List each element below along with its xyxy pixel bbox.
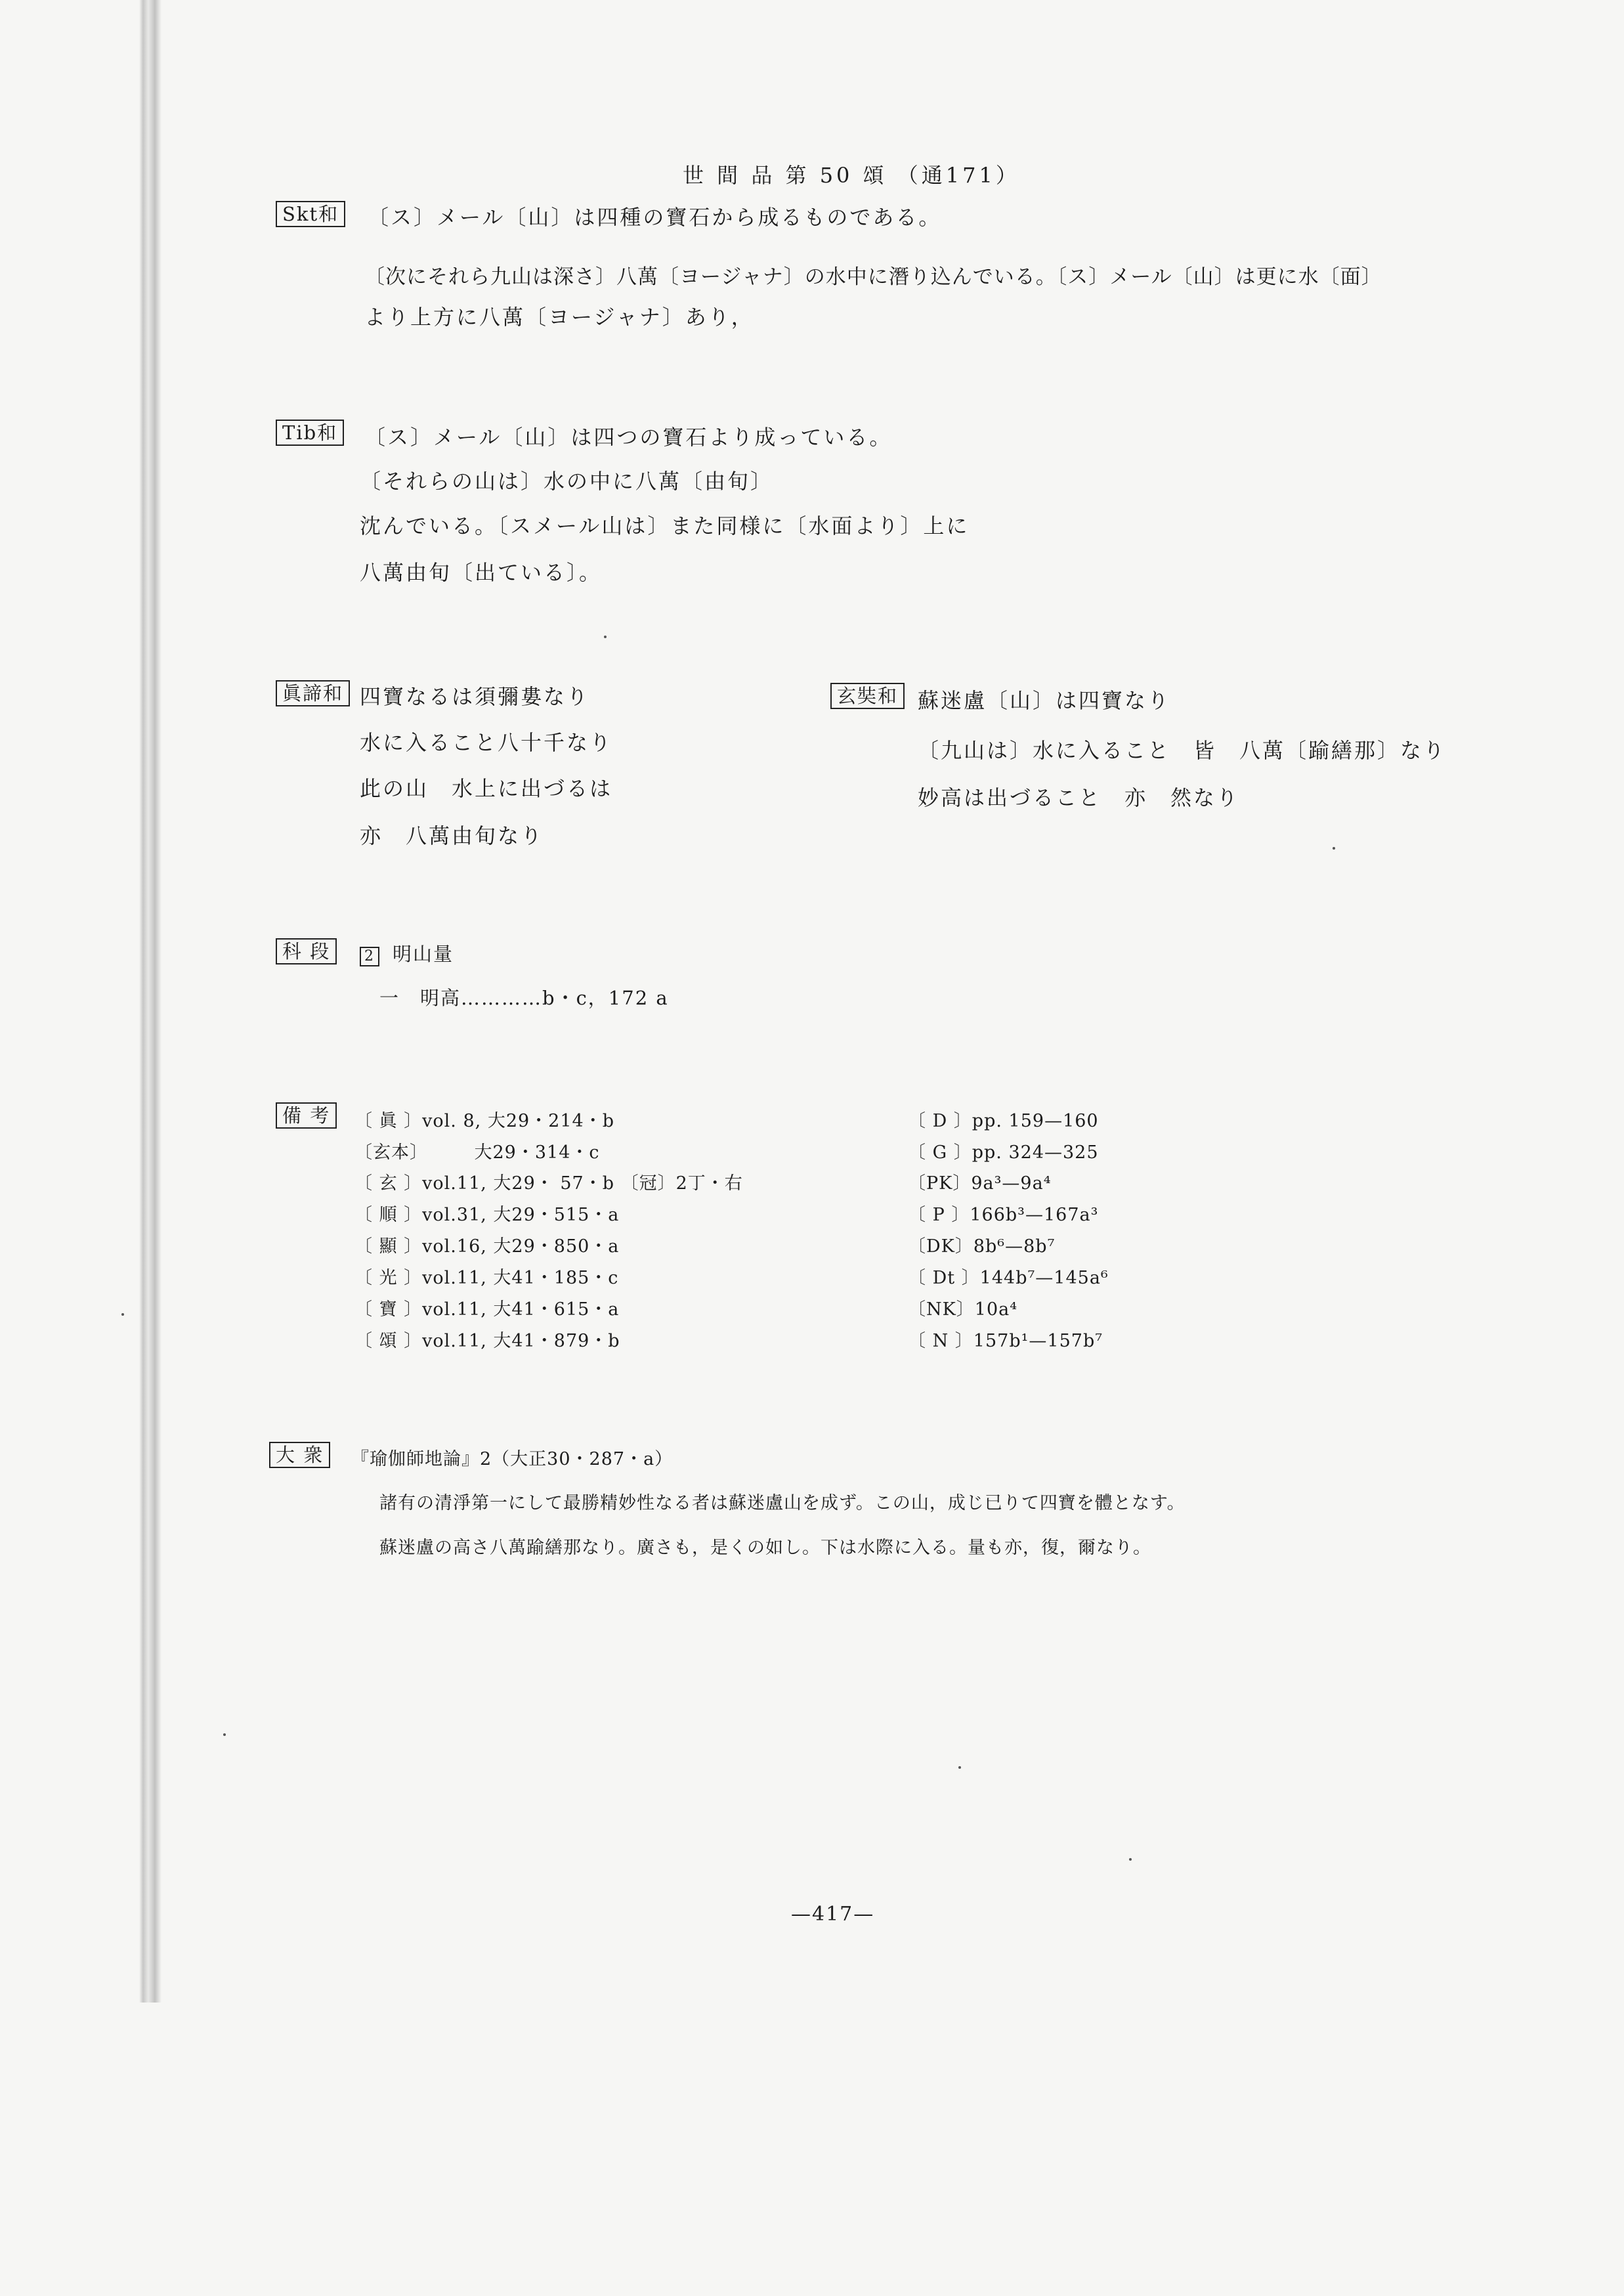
- xuanzang-line-1: 蘇迷盧〔山〕は四寶なり: [918, 688, 1171, 713]
- tib-line-4: 八萬由旬〔出ている〕。: [360, 560, 603, 585]
- bikou-right-6: 〔 Dt 〕144b⁷—145a⁶: [908, 1268, 1109, 1288]
- taisho-source: 『瑜伽師地論』2（大正30・287・a）: [351, 1449, 673, 1469]
- taisho-line-2: 蘇迷盧の高さ八萬踰繕那なり。廣さも，是くの如し。下は水際に入る。量も亦，復，爾なり。: [379, 1538, 1151, 1558]
- xuanzang-label-box: [830, 683, 905, 709]
- scan-speck: [1129, 1858, 1132, 1861]
- scan-speck: [604, 636, 607, 638]
- bikou-left-4: 〔 順 〕vol.31, 大29・515・a: [354, 1205, 620, 1225]
- bikou-left-2: 〔玄本〕 大29・314・c: [354, 1142, 600, 1163]
- xuanzang-line-2: 〔九山は〕水に入ること 皆 八萬〔踰繕那〕なり: [918, 738, 1447, 763]
- page-title: 世 間 品 第 50 頌 （通171）: [683, 163, 1020, 188]
- tib-label: Tib和: [276, 420, 344, 446]
- zhen-line-2: 水に入ること八十千なり: [360, 730, 613, 755]
- bikou-left-6: 〔 光 〕vol.11, 大41・185・c: [354, 1268, 619, 1288]
- taisho-label-box: [269, 1442, 330, 1468]
- page-number: —417—: [791, 1903, 875, 1926]
- kedan-heading: 明山量: [393, 943, 454, 965]
- skt-label: Skt和: [276, 201, 345, 227]
- skt-label-box: [276, 201, 345, 227]
- bikou-left-8: 〔 頌 〕vol.11, 大41・879・b: [354, 1331, 620, 1351]
- bikou-label: 備 考: [276, 1102, 337, 1129]
- bikou-right-8: 〔 N 〕157b¹—157b⁷: [908, 1331, 1103, 1351]
- bikou-right-1: 〔 D 〕pp. 159—160: [908, 1111, 1099, 1131]
- taisho-line-1: 諸有の清淨第一にして最勝精妙性なる者は蘇迷盧山を成ず。この山，成じ已りて四寶を體となす。: [379, 1493, 1186, 1513]
- skt-line-1: 〔ス〕メール〔山〕は四種の寶石から成るものである。: [368, 205, 942, 230]
- tib-line-1: 〔ス〕メール〔山〕は四つの寶石より成っている。: [364, 425, 893, 450]
- bikou-right-5: 〔DK〕8b⁶—8b⁷: [908, 1236, 1056, 1257]
- zhen-line-3: 此の山 水上に出づるは: [360, 776, 613, 801]
- kedan-number: 2: [360, 947, 379, 966]
- xuanzang-label: 玄奘和: [830, 683, 905, 709]
- skt-line-3: より上方に八萬〔ヨージャナ〕あり，: [364, 305, 754, 330]
- tib-line-2: 〔それらの山は〕水の中に八萬〔由旬〕: [360, 469, 774, 494]
- bikou-right-4: 〔 P 〕166b³—167a³: [908, 1205, 1099, 1225]
- zhen-label: 眞諦和: [276, 680, 350, 706]
- bikou-left-3: 〔 玄 〕vol.11, 大29・ 57・b 〔冠〕2丁・右: [354, 1173, 743, 1194]
- tib-line-3: 沈んでいる。〔スメール山は〕また同様に〔水面より〕上に: [360, 513, 970, 538]
- bikou-left-5: 〔 顯 〕vol.16, 大29・850・a: [354, 1236, 620, 1257]
- scan-speck: [958, 1766, 961, 1769]
- bikou-right-7: 〔NK〕10a⁴: [908, 1299, 1018, 1320]
- scan-speck: [121, 1313, 124, 1316]
- taisho-label: 大 衆: [269, 1442, 330, 1468]
- bikou-left-7: 〔 寶 〕vol.11, 大41・615・a: [354, 1299, 620, 1320]
- skt-line-2: 〔次にそれら九山は深さ〕八萬〔ヨージャナ〕の水中に潛り込んでいる。〔ス〕メール〔山〕は更に水〔面〕: [364, 265, 1382, 289]
- xuanzang-line-3: 妙高は出づること 亦 然なり: [918, 785, 1240, 810]
- scan-speck: [223, 1733, 226, 1736]
- scan-speck: [1333, 847, 1335, 850]
- kedan-label-box: [276, 938, 337, 964]
- kedan-item: 一 明高…………b・c，172 a: [379, 987, 669, 1009]
- zhen-line-4: 亦 八萬由旬なり: [360, 823, 544, 848]
- bikou-right-3: 〔PK〕9a³—9a⁴: [908, 1173, 1052, 1194]
- zhen-line-1: 四寶なるは須彌婁なり: [360, 684, 590, 709]
- kedan-label: 科 段: [276, 938, 337, 964]
- bikou-right-2: 〔 G 〕pp. 324—325: [908, 1142, 1099, 1163]
- bikou-label-box: [276, 1102, 337, 1129]
- bikou-left-1: 〔 眞 〕vol. 8, 大29・214・b: [354, 1111, 614, 1131]
- tib-label-box: [276, 420, 344, 446]
- zhen-label-box: [276, 680, 350, 706]
- scan-edge-artifact: [0, 0, 190, 2003]
- kedan-heading-row: [360, 940, 454, 966]
